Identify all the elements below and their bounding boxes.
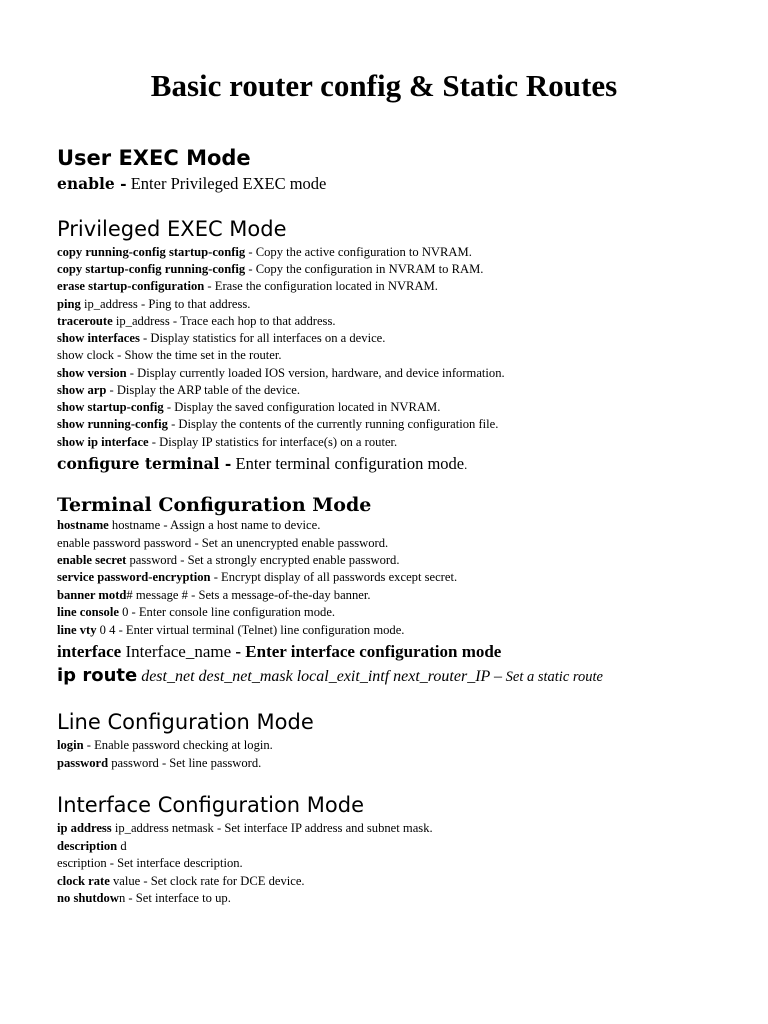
command-description: value - Set clock rate for DCE device. xyxy=(109,874,305,888)
command-description: d xyxy=(117,839,127,853)
command-line xyxy=(57,296,250,313)
command-line xyxy=(57,552,400,569)
command-line xyxy=(57,330,385,347)
command-name: line console xyxy=(57,605,119,619)
command-description: - Copy the active configuration to NVRAM. xyxy=(245,245,472,259)
command-description: enable password password - Set an unencrypted enable password. xyxy=(57,536,389,550)
command-description: 0 4 - Enter virtual terminal (Telnet) line configuration mode. xyxy=(96,623,405,637)
enable-line xyxy=(57,174,326,194)
command-name: enable secret xyxy=(57,553,127,567)
command-line xyxy=(57,855,243,872)
command-line xyxy=(57,873,305,890)
command-description: 0 - Enter console line configuration mode. xyxy=(118,605,336,619)
command-description: - Display the contents of the currently running configuration file. xyxy=(167,417,499,431)
command-description: - Display the saved configuration located in NVRAM. xyxy=(163,400,441,414)
command-description: escription - Set interface description. xyxy=(57,856,243,870)
configure-terminal-command: configure terminal - xyxy=(57,454,232,473)
command-name: copy startup-config running-config xyxy=(57,262,246,276)
configure-terminal-period: . xyxy=(464,458,468,472)
command-line xyxy=(57,517,320,534)
command-description: - Display statistics for all interfaces on a device. xyxy=(139,331,386,345)
command-name: show ip interface xyxy=(57,435,149,449)
command-name: show startup-config xyxy=(57,400,164,414)
terminal-config-heading: Terminal Configuration Mode xyxy=(57,494,372,516)
command-line xyxy=(57,365,505,382)
command-name: show version xyxy=(57,366,127,380)
command-description: password - Set a strongly encrypted enable password. xyxy=(126,553,400,567)
command-description: - Enable password checking at login. xyxy=(83,738,273,752)
privileged-exec-heading: Privileged EXEC Mode xyxy=(57,217,287,241)
command-line xyxy=(57,535,388,552)
page-title: Basic router config & Static Routes xyxy=(150,68,618,103)
command-line xyxy=(57,622,404,639)
command-name: show arp xyxy=(57,383,107,397)
command-line xyxy=(57,838,127,855)
user-exec-heading: User EXEC Mode xyxy=(57,146,251,170)
command-line xyxy=(57,569,457,586)
command-name: service password-encryption xyxy=(57,570,211,584)
interface-line xyxy=(57,641,501,663)
command-line xyxy=(57,434,397,451)
line-config-heading: Line Configuration Mode xyxy=(57,710,314,734)
command-name: ping xyxy=(57,297,81,311)
command-line xyxy=(57,587,371,604)
command-line xyxy=(57,347,282,364)
command-name: clock rate xyxy=(57,874,110,888)
command-line xyxy=(57,313,336,330)
interface-config-heading: Interface Configuration Mode xyxy=(57,793,365,817)
command-name: show running-config xyxy=(57,417,168,431)
command-line xyxy=(57,890,231,907)
command-description: - Display currently loaded IOS version, hardware, and device information. xyxy=(126,366,505,380)
ip-route-description: Set a static route xyxy=(502,669,603,685)
command-description: password - Set line password. xyxy=(108,756,262,770)
command-line xyxy=(57,278,438,295)
command-name: show interfaces xyxy=(57,331,140,345)
command-name: copy running-config startup-config xyxy=(57,245,246,259)
command-line xyxy=(57,820,433,837)
command-description: hostname - Assign a host name to device. xyxy=(108,518,321,532)
command-name: line vty xyxy=(57,623,97,637)
command-name: erase startup-configuration xyxy=(57,279,205,293)
ip-route-arguments: dest_net dest_net_mask local_exit_intf next_router_IP – xyxy=(137,668,503,685)
command-description: - Display the ARP table of the device. xyxy=(106,383,300,397)
command-description: - Copy the configuration in NVRAM to RAM. xyxy=(245,262,484,276)
command-line xyxy=(57,604,335,621)
command-description: ip_address - Ping to that address. xyxy=(80,297,251,311)
command-description: # message # - Sets a message-of-the-day banner. xyxy=(126,588,371,602)
command-description: - Erase the configuration located in NVRAM. xyxy=(204,279,438,293)
command-line xyxy=(57,244,472,261)
interface-argument: Interface_name xyxy=(121,642,232,661)
command-name: password xyxy=(57,756,109,770)
command-name: traceroute xyxy=(57,314,113,328)
command-description: ip_address - Trace each hop to that address. xyxy=(112,314,336,328)
enable-command: enable - xyxy=(57,174,127,193)
configure-terminal-description: Enter terminal configuration mode xyxy=(231,454,465,473)
command-line xyxy=(57,755,261,772)
command-line xyxy=(57,737,273,754)
ip-route-command: ip route xyxy=(57,665,138,686)
command-name: ip address xyxy=(57,821,112,835)
command-name: banner motd xyxy=(57,588,127,602)
command-name: no shutdow xyxy=(57,891,119,905)
command-line xyxy=(57,261,483,278)
interface-description: - Enter interface configuration mode xyxy=(231,642,502,661)
command-description: - Encrypt display of all passwords except secret. xyxy=(210,570,458,584)
interface-command: interface xyxy=(57,642,122,661)
ip-route-line xyxy=(57,665,603,688)
command-description: - Display IP statistics for interface(s) on a router. xyxy=(148,435,398,449)
command-name: description xyxy=(57,839,118,853)
configure-terminal-line xyxy=(57,454,467,475)
command-line xyxy=(57,382,300,399)
command-description: ip_address netmask - Set interface IP address and subnet mask. xyxy=(111,821,433,835)
enable-description: Enter Privileged EXEC mode xyxy=(126,174,327,193)
command-description: n - Set interface to up. xyxy=(118,891,231,905)
command-name: hostname xyxy=(57,518,109,532)
command-name: login xyxy=(57,738,84,752)
command-description: show clock - Show the time set in the router. xyxy=(57,348,282,362)
command-line xyxy=(57,416,498,433)
command-line xyxy=(57,399,440,416)
